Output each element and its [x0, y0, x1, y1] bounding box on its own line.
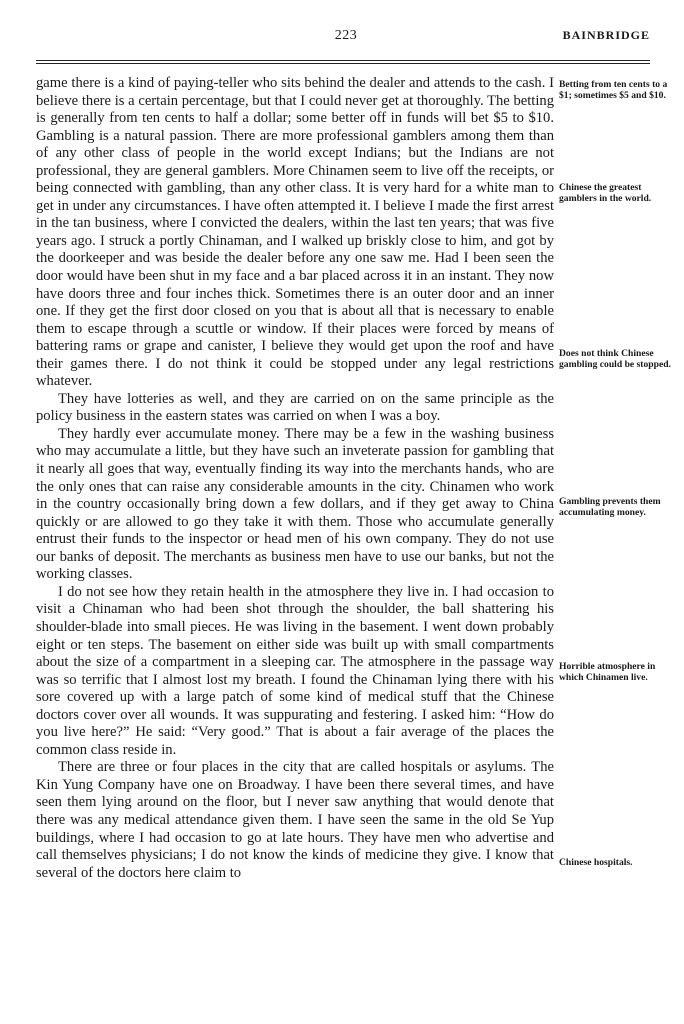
sidenote-accumulating: Gambling prevents them accumulating money.	[559, 496, 661, 518]
sidenote-gamblers: Chinese the greatest gamblers in the world.	[559, 182, 652, 204]
running-head: BAINBRIDGE	[562, 28, 650, 42]
paragraph-5: There are three or four places in the city that are called hospitals or asylums. The Kin Yung Company have one on Broadway. I have been there several times, and have seen them lying around on the floor, but I never saw anything that would denote that there was any medical attendance given them. I have seen the same in the old Se Yup buildings, where I had occasion to go at late hours. They have men who advertise and call themselves physicians; I do not know the kinds of medicine they give. I know that several of the doctors here claim to	[36, 759, 554, 881]
paragraph-4: I do not see how they retain health in the atmosphere they live in. I had occasion to visit a Chinaman who had been shot through the shoulder, the ball shattering his shoulder-blade into small pieces. He was living in the basement. I went down probably eight or ten steps. The basement on either side was built up with small compartments about the size of a compartment in a sleeping car. The atmosphere in the passage way was so terrific that I almost lost my breath. I found the Chinaman lying there with his sore covered up with a large patch of some kind of medical stuff that the Chinese doctors cover over all wounds. It was suppurating and festering. I asked him: “How do you live here?” He said: “Very good.” That is about a fair average of the places the common class reside in.	[36, 583, 554, 758]
header-rule-top	[36, 60, 650, 61]
sidenote-betting: Betting from ten cents to a $1; sometimes $5 and $10.	[559, 79, 668, 101]
paragraph-3: They hardly ever accumulate money. There may be a few in the washing business who may accumulate a little, but they have such an inveterate passion for gambling that it nearly all goes that way, eventually finding its way into the merchants hands, who are the only ones that can raise any considerable amounts in the city. Chinamen who work in the country occasionally bring down a few dollars, and if they get away to China quickly or are allowed to go they take it with them. Those who accumulate generally entrust their funds to the inspector or head men of his own company. They do not use our banks of deposit. The merchants as business men have to use our banks, but not the working classes.	[36, 425, 554, 583]
paragraph-1: game there is a kind of paying-teller who sits behind the dealer and attends to the cash. I believe there is a certain percentage, but that I could never get at thoroughly. The betting is generally from ten cents to half a dollar; some better off in funds will bet $5 to $10. Gambling is a natural passion. There are more professional gamblers among them than of any other class of people in the world except Indians; but the Indians are not professional, they are general gamblers. More Chinamen seem to live off the receipts, or being connected with gambling, than any other class. It is very hard for a white man to get in under any circumstances. I have often attempted it. I believe I made the first arrest in the tan business, where I convicted the dealers, within the last ten years; that was five years ago. I struck a portly Chinaman, and I walked up briskly close to him, and got by the doorkeeper and was beside the dealer before any one saw me. Had I been seen the door would have been shut in my face and a bar placed across it in an instant. They now have doors three and four inches thick. Sometimes there is an outer door and an inner one. If they get the first door closed on you that is about all that is necessary to enable them to escape through a scuttle or window. If their places were forced by means of battering rams or grape and canister, I believe they would get upon the roof and have their games there. I do not think it could be stopped under any legal restrictions whatever.	[36, 75, 554, 390]
sidenote-atmosphere: Horrible atmosphere in which Chinamen live.	[559, 661, 656, 683]
page-number: 223	[334, 28, 358, 43]
sidenote-not-stopped: Does not think Chinese gambling could be stopped.	[559, 348, 671, 370]
sidenote-hospitals: Chinese hospitals.	[559, 857, 633, 868]
main-text-column	[36, 75, 554, 882]
header-rule-bottom	[36, 63, 650, 64]
page-header	[36, 28, 650, 48]
paragraph-2: They have lotteries as well, and they are carried on on the same principle as the policy business in the eastern states was carried on when I was a boy.	[36, 390, 554, 425]
